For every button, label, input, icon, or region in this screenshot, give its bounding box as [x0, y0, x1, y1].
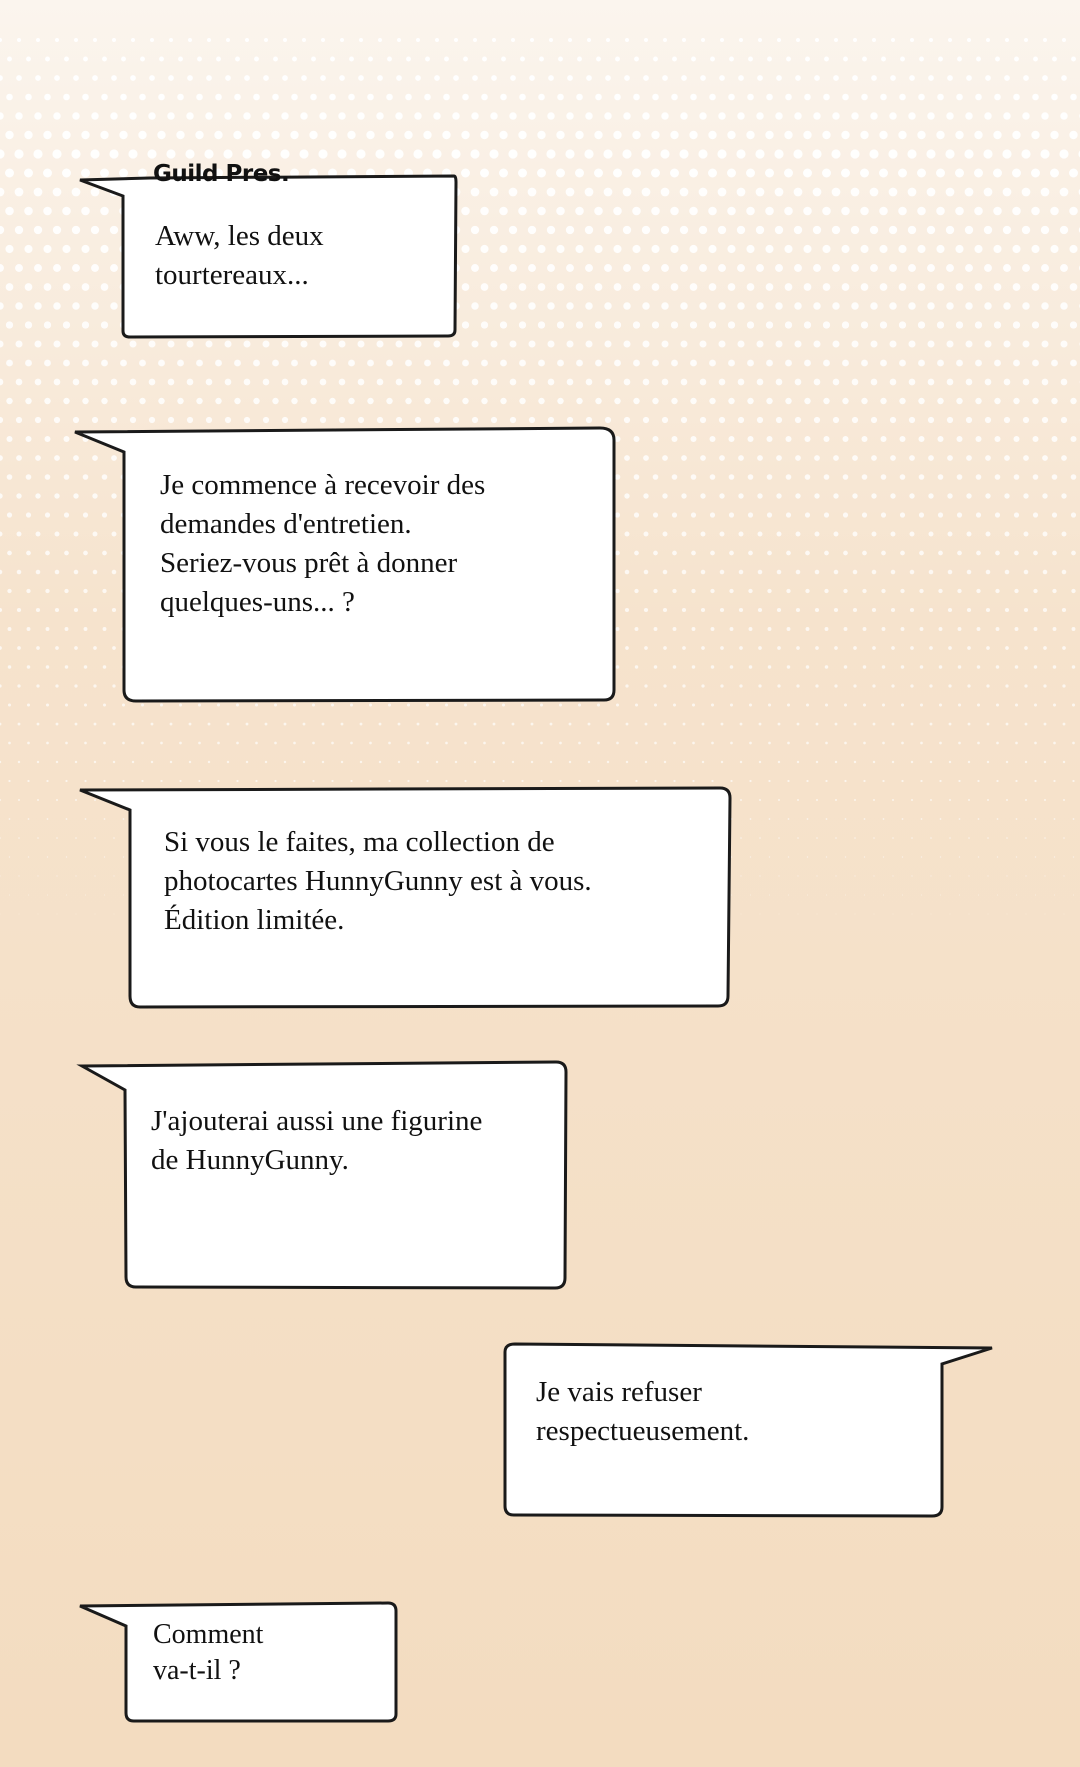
- bubble-4-line-2: de HunnyGunny.: [151, 1144, 349, 1176]
- bubble-6-text: [153, 1617, 263, 1689]
- bubble-3-line-1: Si vous le faites, ma collection de: [164, 826, 555, 858]
- bubble-5-line-1: Je vais refuser: [536, 1376, 702, 1408]
- bubble-5-line-2: respectueusement.: [536, 1415, 750, 1447]
- bubble-2-line-1: Je commence à recevoir des: [160, 469, 486, 501]
- bubble-6-line-1: Comment: [153, 1619, 264, 1650]
- speaker-label: Guild Pres.: [153, 161, 290, 187]
- bubble-4-line-1: J'ajouterai aussi une figurine: [151, 1105, 483, 1137]
- bubble-2-line-4: quelques-uns... ?: [160, 586, 355, 618]
- bubble-2-line-2: demandes d'entretien.: [160, 508, 412, 540]
- bubble-6-line-2: va-t-il ?: [153, 1655, 241, 1686]
- bubble-3-line-3: Édition limitée.: [164, 904, 345, 936]
- bubble-1-line-2: tourtereaux...: [155, 259, 309, 291]
- bubble-1-line-1: Aww, les deux: [155, 220, 324, 252]
- bubble-3-line-2: photocartes HunnyGunny est à vous.: [164, 865, 592, 897]
- bubble-2-line-3: Seriez-vous prêt à donner: [160, 547, 458, 579]
